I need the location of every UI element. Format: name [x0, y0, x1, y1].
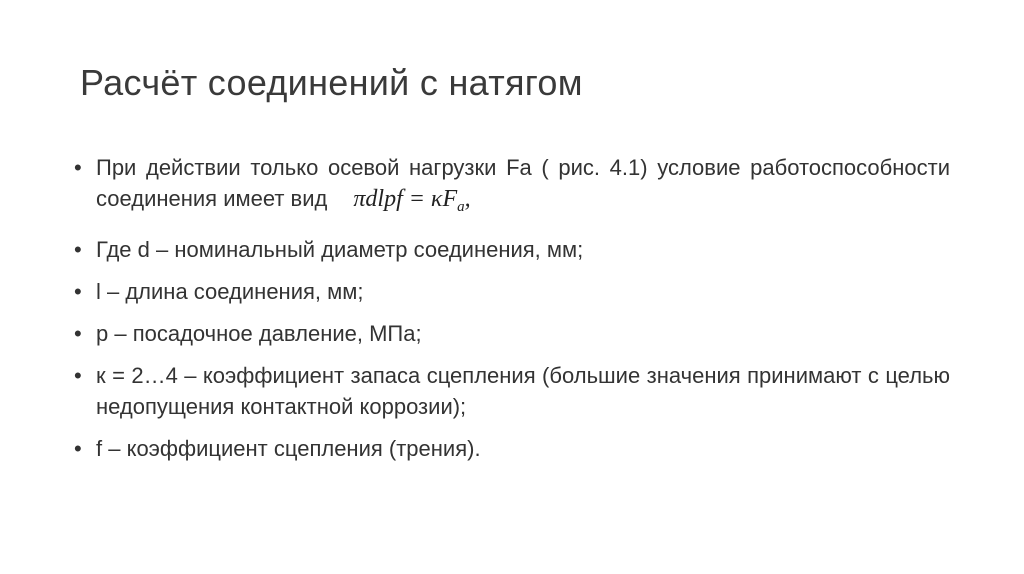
bullet-text-content: При действии только осевой нагрузки Fa ( рис. 4.1) условие работоспособности соединения имеет вид	[96, 155, 950, 211]
bullet-text: • f – коэффициент сцепления (трения).	[96, 436, 481, 461]
bullet-axial-load-condition	[72, 152, 950, 223]
bullet-pressure	[72, 318, 950, 349]
bullet-list	[72, 152, 950, 475]
formula	[353, 186, 471, 215]
slide-title: Расчёт соединений с натягом	[80, 62, 583, 103]
bullet-text: • к = 2…4 – коэффициент запаса сцепления (большие значения принимают с целью недопущения контактной коррозии);	[96, 363, 950, 419]
bullet-text: • l – длина соединения, мм;	[96, 279, 364, 304]
bullet-text	[96, 152, 950, 223]
bullet-diameter	[72, 234, 950, 265]
bullet-safety-factor	[72, 360, 950, 422]
bullet-length	[72, 276, 950, 307]
bullet-text: • p – посадочное давление, МПа;	[96, 321, 422, 346]
bullet-friction-coefficient	[72, 433, 950, 464]
bullet-text: • Где d – номинальный диаметр соединения, мм;	[96, 237, 584, 262]
formula-tail: ,	[464, 186, 471, 212]
formula-main: πdlpf = κF	[353, 186, 458, 212]
formula-subscript: a	[457, 199, 465, 215]
